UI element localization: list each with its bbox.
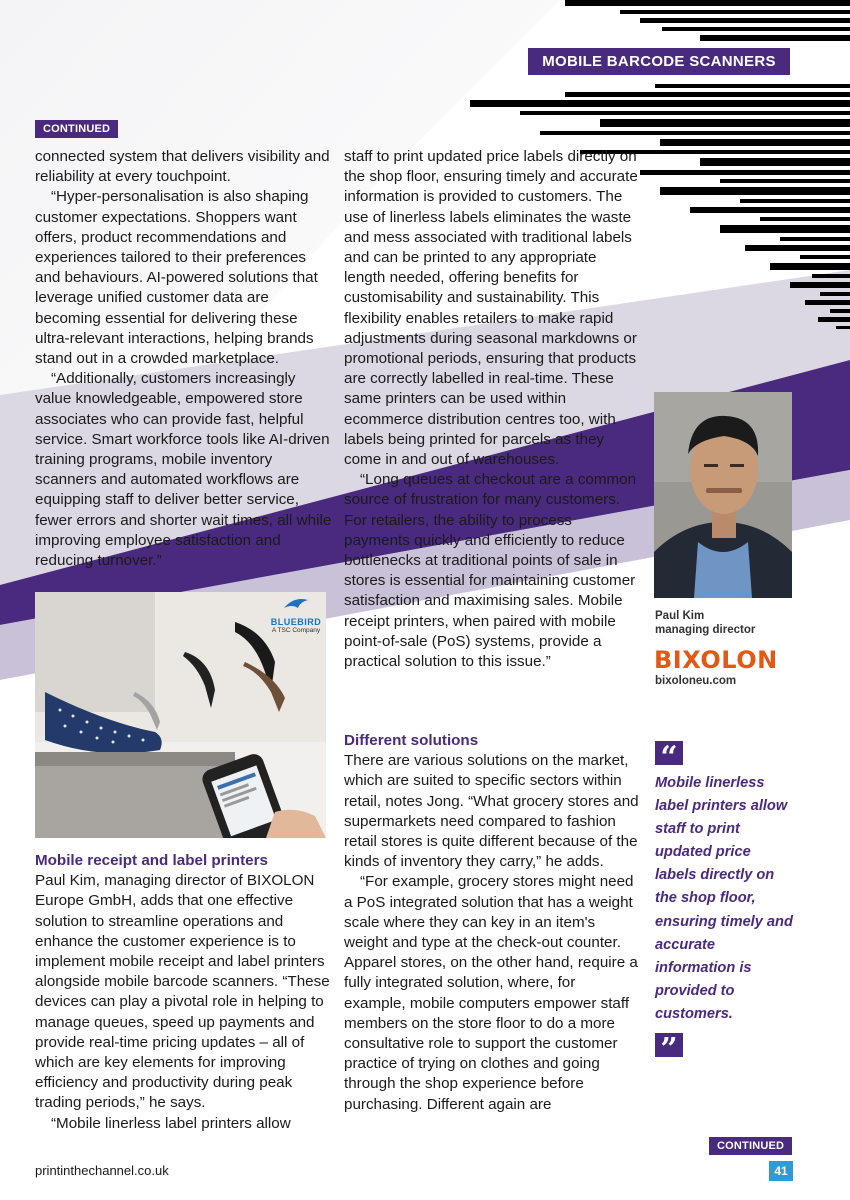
continued-label-bottom: CONTINUED <box>709 1137 792 1155</box>
continued-label-top: CONTINUED <box>35 120 118 138</box>
close-quote-icon: ” <box>655 1033 683 1057</box>
company-url: bixoloneu.com <box>655 675 737 687</box>
column-2-top <box>344 147 640 672</box>
pull-quote: Mobile linerless label printers allow staff to print updated price labels directly on the shop floor, ensuring timely and accurate information is provided to customers. <box>655 775 793 1022</box>
portrait-image <box>654 392 792 598</box>
shoes-device-photo <box>35 592 326 838</box>
page-number: 41 <box>769 1161 793 1181</box>
subheading: Mobile receipt and label printers <box>35 852 268 869</box>
paragraph: connected system that delivers visibility and reliability at every touchpoint. <box>35 148 330 186</box>
paragraph: staff to print updated price labels directly on the shop floor, ensuring timely and accurate information is provided to customers. The use of linerless labels eliminates the waste and mess associated with traditional labels and can be printed to any appropriate length needed, offering benefits for customisability and sustainability. This flexibility enables retailers to make rapid adjustments during seasonal markdowns or promotional periods, ensuring that products are correctly labelled in real-time. These same printers can be used within ecommerce distribution centres too, with labels being printed for parcels as they come in and out of warehouses. <box>344 148 638 469</box>
column-1-bottom <box>35 851 335 1134</box>
paragraph: “Additionally, customers increasingly value knowledgeable, empowered store associates who can provide fast, helpful service. Smart workforce tools like AI-driven training programs, mobile inventory scanners and automated workflows are equipping staff to deliver better service, fewer errors and shorter wait times, all while improving employee satisfaction and reducing turnover.” <box>35 370 332 570</box>
profile-name: Paul Kim <box>655 610 705 622</box>
profile-caption <box>655 609 755 637</box>
bird-icon <box>282 596 310 612</box>
paragraph: There are various solutions on the market, which are suited to specific sectors within retail, notes Jong. “What grocery stores and supermarkets need compared to fashion retail stores is quite different because of the kinds of inventory they carry,” he adds. <box>344 752 639 871</box>
paragraph: “Hyper-personalisation is also shaping customer expectations. Shoppers want offers, product recommendations and experiences tailored to their preferences and behaviours. AI-powered solutions that leverage unified customer data are becoming essential for delivering these ultra-relevant interactions, helping brands stand out in a crowded marketplace. <box>35 188 318 368</box>
paragraph: “Mobile linerless label printers allow <box>51 1114 291 1132</box>
profile-title: managing director <box>655 624 756 636</box>
bluebird-logo <box>267 596 325 634</box>
subheading: Different solutions <box>344 732 479 749</box>
paragraph: “Long queues at checkout are a common source of frustration for many customers. For retailers, the ability to process payments quickly and efficiently to reduce bottlenecks at traditional points of sale in stores is essential for maintaining customer satisfaction and maximising sales. Mobile receipt printers, when paired with mobile point-of-sale (PoS) systems, provide a practical solution to this issue.” <box>344 471 637 671</box>
column-1-top <box>35 147 335 571</box>
section-tag: MOBILE BARCODE SCANNERS <box>528 48 790 75</box>
footer-url[interactable]: printinthechannel.co.uk <box>35 1163 169 1178</box>
bluebird-brand: BLUEBIRD <box>270 617 322 627</box>
column-2-bottom <box>344 731 640 1115</box>
paragraph: Paul Kim, managing director of BIXOLON Europe GmbH, adds that one effective solution to streamline operations and enhance the customer experience is to implement mobile receipt and label printers alongside mobile barcode scanners. “These devices can play a pivotal role in helping to manage queues, speed up payments and provide real-time pricing updates – all of which are key elements for improving efficiency and productivity during peak trading periods,” he says. <box>35 872 330 1112</box>
bixolon-logo: BIXOLON <box>654 646 778 674</box>
open-quote-icon: “ <box>655 741 683 765</box>
portrait-photo <box>654 392 792 598</box>
bluebird-brand-sub: A TSC Company <box>271 627 321 634</box>
paragraph: “For example, grocery stores might need a PoS integrated solution that has a weight scale where they can key in an item's weight and type at the check-out counter. Apparel stores, on the other hand, require a fully integrated solution, where, for example, mobile computers empower staff members on the store floor to do a more consultative role to support the customer practice of trying on clothes and going through the shop experience before purchasing. Different again are <box>344 873 638 1113</box>
